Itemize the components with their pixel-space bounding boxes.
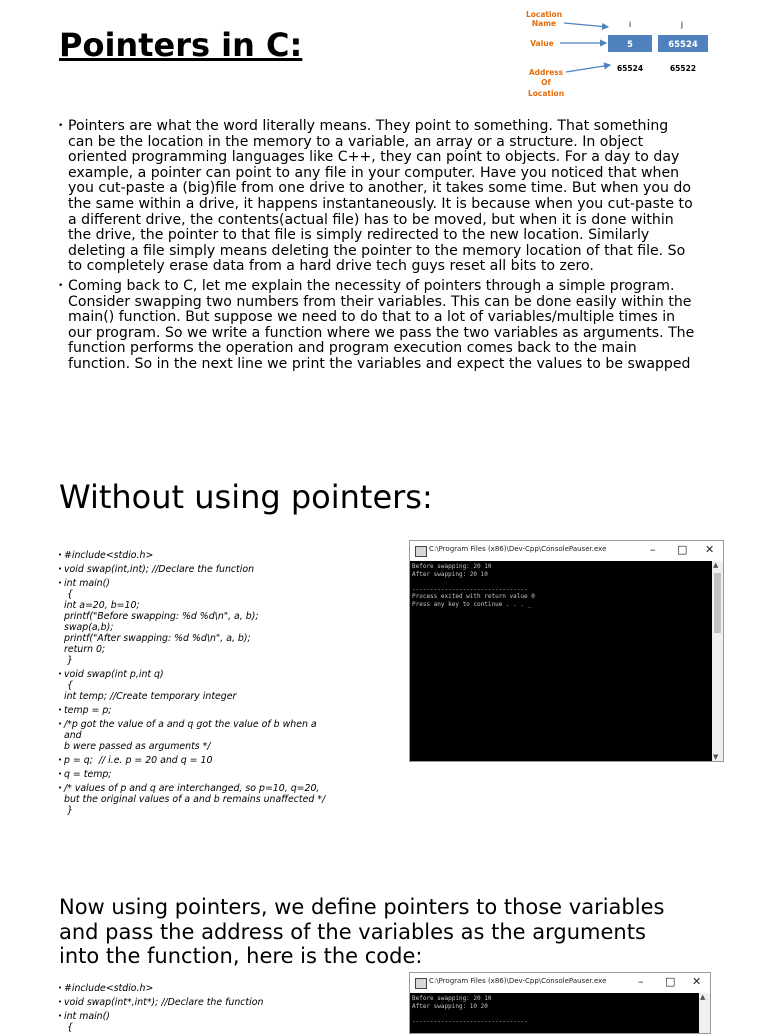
console-output: Before swapping: 20 10 After swapping: 20 10 -------------------------------- Process exited with return value 0 Press any key to continue . . . _ (412, 563, 535, 608)
bullet-dot: • (58, 281, 64, 291)
code-line: • int main() (58, 578, 110, 589)
console-output: Before swapping: 20 10 After swapping: 10 20 -------------------------------- (412, 995, 528, 1025)
diagram-label-address-3: Location (527, 89, 565, 98)
paragraph-line: the same within a drive, it happens instantaneously. It is because when you cut-paste to (68, 195, 693, 212)
code-line: • temp = p; (58, 705, 112, 716)
diagram-column-name-j: j (680, 20, 684, 29)
code-line: } (64, 805, 73, 816)
code-line: and (64, 730, 82, 741)
code-line: but the original values of a and b remains unaffected */ (64, 794, 326, 805)
maximize-icon[interactable]: □ (677, 543, 688, 556)
code-line: return 0; (64, 644, 106, 655)
paragraph-line: main() function. But suppose we need to do that to a lot of variables/multiple times in (68, 309, 676, 326)
paragraph-line: a different drive, the contents(actual file) has to be moved, but when it is done within (68, 211, 674, 228)
code-line: { (64, 589, 73, 600)
pointer-memory-diagram (520, 6, 715, 106)
diagram-value-j: 65524 (668, 40, 698, 50)
paragraph-line: Pointers are what the word literally means. They point to something. That something (68, 118, 669, 134)
console-scrollbar[interactable] (712, 561, 723, 761)
scroll-up-icon[interactable]: ▲ (713, 561, 719, 569)
diagram-label-location-name-2: Name (531, 19, 557, 28)
bullet-dot: • (58, 121, 64, 131)
paragraph-line: oriented programming languages like C++, they can point to objects. For a day to day (68, 149, 680, 166)
console-window-title: C:\Program Files (x86)\Dev-Cpp\ConsolePauser.exe (429, 977, 607, 985)
console-title-bar[interactable] (410, 973, 710, 993)
code-line: • int main() (58, 1011, 110, 1022)
code-line: • /* values of p and q are interchanged, so p=10, q=20, (58, 783, 320, 794)
heading-line: and pass the address of the variables as the arguments (59, 919, 646, 944)
close-icon[interactable]: ✕ (692, 975, 702, 988)
paragraph-line: function. So in the next line we print the variables and expect the values to be swapped (68, 355, 691, 372)
close-icon[interactable]: ✕ (705, 543, 715, 556)
console-title-bar[interactable] (410, 541, 723, 561)
code-line: • void swap(int p,int q) (58, 669, 164, 680)
paragraph-line: example, a pointer can point to any file in your computer. Have you noticed that when (68, 164, 680, 181)
code-line: • void swap(int*,int*); //Declare the function (58, 997, 264, 1008)
scroll-up-icon[interactable]: ▲ (700, 993, 706, 1001)
paragraph-line: Coming back to C, let me explain the necessity of pointers through a simple program. (68, 278, 675, 294)
paragraph-line: Consider swapping two numbers from their variables. This can be done easily within the (68, 293, 692, 310)
code-line: • void swap(int,int); //Declare the function (58, 564, 255, 575)
code-line: printf("Before swapping: %d %d\n", a, b); (64, 611, 259, 622)
bullet-text (68, 119, 713, 275)
diagram-address-i: 65524 (616, 64, 644, 73)
console-window[interactable] (409, 540, 724, 762)
bullet-paragraph-pointers (58, 119, 708, 277)
paragraph-line: deleting a file simply means deleting the pointer to the memory location of that file. So (68, 242, 686, 259)
diagram-column-name-i: i (628, 20, 632, 29)
heading-line: into the function, here is the code: (59, 944, 423, 968)
section-heading-with-pointers (59, 895, 664, 969)
code-line: int a=20, b=10; (64, 600, 140, 611)
scroll-down-icon[interactable]: ▼ (713, 753, 719, 761)
minimize-icon[interactable]: – (650, 543, 656, 556)
code-listing-with-pointers (58, 983, 263, 1033)
diagram-address-j: 65522 (669, 64, 697, 73)
diagram-label-address: Address (528, 68, 564, 77)
code-line: swap(a,b); (64, 622, 114, 633)
paragraph-line: you cut-paste a (big)file from one drive to another, it takes some time. But when you do (68, 180, 691, 197)
section-heading-without-pointers: Without using pointers: (59, 478, 433, 516)
minimize-icon[interactable]: – (638, 975, 644, 988)
diagram-label-value: Value (530, 39, 554, 48)
paragraph-line: the drive, the pointer to that file is simply redirected to the new location. Similarly (68, 227, 650, 244)
code-line: • #include<stdio.h> (58, 983, 154, 994)
code-line: { (64, 680, 73, 691)
code-line: • /*p got the value of a and q got the value of b when a (58, 719, 317, 730)
maximize-icon[interactable]: □ (665, 975, 676, 988)
paragraph-line: to completely erase data from a hard drive tech guys reset all bits to zero. (68, 258, 594, 275)
code-line: • #include<stdio.h> (58, 550, 154, 561)
console-window-2[interactable] (409, 972, 711, 1034)
bullet-text (68, 279, 713, 373)
paragraph-line: function performs the operation and program execution comes back to the main (68, 340, 637, 357)
console-app-icon (415, 978, 427, 989)
code-listing-without-pointers (58, 550, 325, 816)
code-line: } (64, 655, 73, 666)
heading-line: Now using pointers, we define pointers to those variables (59, 895, 665, 919)
bullet-paragraph-coming-back (58, 279, 708, 375)
diagram-label-address-2: Of (541, 78, 551, 87)
console-window-title: C:\Program Files (x86)\Dev-Cpp\ConsolePauser.exe (429, 545, 607, 553)
scrollbar-thumb[interactable] (714, 573, 721, 633)
paragraph-line: our program. So we write a function where we pass the two variables as arguments. The (68, 324, 695, 341)
code-line: { (64, 1022, 73, 1033)
code-line: • p = q; // i.e. p = 20 and q = 10 (58, 755, 213, 766)
code-line: • q = temp; (58, 769, 112, 780)
console-scrollbar[interactable] (699, 993, 710, 1033)
page-title: Pointers in C: (59, 26, 303, 64)
console-app-icon (415, 546, 427, 557)
diagram-value-i: 5 (627, 40, 633, 50)
code-line: int temp; //Create temporary integer (64, 691, 237, 702)
paragraph-line: can be the location in the memory to a variable, an array or a structure. In object (68, 133, 644, 150)
code-line: printf("After swapping: %d %d\n", a, b); (64, 633, 251, 644)
code-line: b were passed as arguments */ (64, 741, 211, 752)
diagram-label-location-name: Location (525, 10, 563, 19)
